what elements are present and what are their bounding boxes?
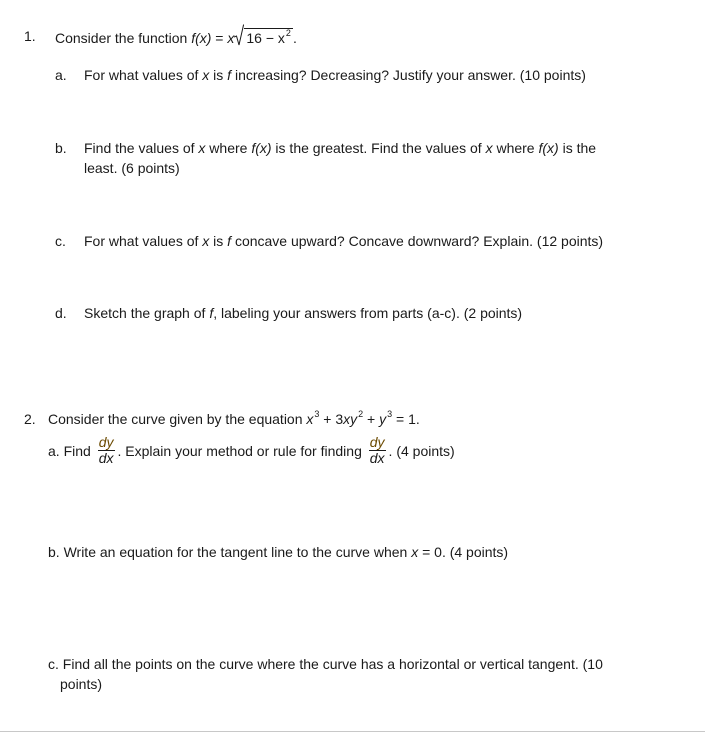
q1c-t1: For what values of (84, 233, 203, 249)
q1c-x: x (202, 233, 210, 249)
q1a-text (84, 67, 586, 83)
q1b-text-line1 (84, 140, 596, 156)
q1d-t1: Sketch the graph of (84, 305, 210, 321)
q2a-frac-denominator: dx (98, 450, 114, 466)
q2-intro: Consider the curve given by the equation (48, 411, 307, 427)
q2a-derivative-fraction-2 (369, 435, 386, 466)
q2-rhs: = 1. (392, 411, 420, 427)
q1b-text-line2: least. (6 points) (84, 160, 180, 176)
q2a-frac2-denominator: dx (369, 450, 385, 466)
q1-fn-lhs: f(x) (191, 30, 212, 46)
q2b-t2: = 0. (4 points) (418, 544, 509, 560)
q1c-t2: is (209, 233, 228, 249)
q1d-t2: , labeling your answers from parts (a-c). (2 points) (213, 305, 523, 321)
q1-radicand (244, 28, 293, 46)
q1a-f: f (227, 67, 232, 83)
q2-plus1: + 3 (319, 411, 344, 427)
q1-number: 1. (24, 28, 36, 44)
q1b-marker: b. (55, 140, 67, 156)
q1b-t5: is the (558, 140, 597, 156)
q1a-t3: increasing? Decreasing? Justify your answer. (10 points) (231, 67, 586, 83)
q1-intro: Consider the function (55, 30, 192, 46)
q1a-t2: is (209, 67, 228, 83)
q2-xy: xy (343, 411, 358, 427)
q2a-frac-numerator: dy (98, 434, 114, 450)
q2a-t3: . (4 points) (388, 443, 455, 460)
q2a-t1: a. Find (48, 443, 95, 460)
q1d-marker: d. (55, 305, 67, 321)
q1c-f: f (227, 233, 232, 249)
q2-plus2: + (363, 411, 380, 427)
square-root (234, 28, 293, 46)
q2c-text-line2: points) (60, 676, 103, 692)
q1-prompt (55, 28, 297, 46)
q1b-fx2: f(x) (538, 140, 559, 156)
q1c-text (84, 233, 603, 249)
q2b-x: x (411, 544, 419, 560)
q2-exp-x: 3 (314, 409, 320, 419)
q1d-text (84, 305, 522, 321)
q1b-t1: Find the values of (84, 140, 199, 156)
radical-sign-icon (234, 24, 244, 46)
q1a-t1: For what values of (84, 67, 203, 83)
q2b-text (48, 544, 508, 560)
q1b-fx1: f(x) (251, 140, 272, 156)
q1a-x: x (202, 67, 210, 83)
q2a-t2: . Explain your method or rule for finding (117, 443, 366, 460)
q2a-text (48, 434, 455, 468)
q1-fn-eq: = (211, 30, 228, 46)
q1b-t3: is the greatest. Find the values of (271, 140, 486, 156)
q2-number: 2. (24, 411, 36, 427)
q2c-text-line1: c. Find all the points on the curve where the curve has a horizontal or vertical tangent. (10 (48, 656, 603, 672)
q2a-frac2-numerator: dy (369, 434, 385, 450)
q2-y: y (379, 411, 387, 427)
q2-x: x (306, 411, 314, 427)
q1-radicand-base: 16 − x (246, 30, 285, 46)
q2b-t1: b. Write an equation for the tangent line to the curve when (48, 544, 412, 560)
q1d-f: f (209, 305, 214, 321)
q1b-t2: where (205, 140, 252, 156)
q1b-x2: x (485, 140, 493, 156)
q1a-marker: a. (55, 67, 67, 83)
q2-exp-y2: 2 (358, 409, 364, 419)
q1b-t4: where (492, 140, 539, 156)
q2a-derivative-fraction (98, 435, 115, 466)
q2-exp-y3: 3 (387, 409, 393, 419)
q1b-x1: x (198, 140, 206, 156)
q1-end-period: . (292, 30, 297, 46)
q1c-marker: c. (55, 233, 66, 249)
q1c-t3: concave upward? Concave downward? Explain. (12 points) (231, 233, 604, 249)
q1-radicand-exponent: 2 (285, 28, 291, 38)
q2-prompt (48, 411, 420, 427)
bottom-divider (0, 731, 705, 732)
q1-fn-x: x (227, 30, 235, 46)
